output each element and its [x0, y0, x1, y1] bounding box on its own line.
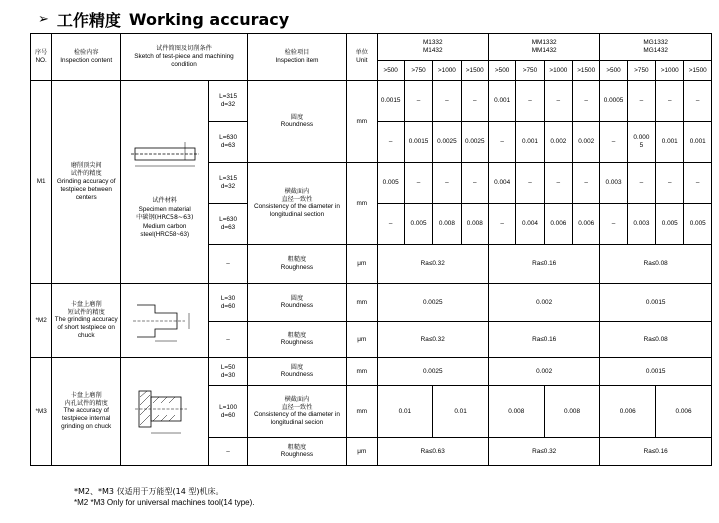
value-cell: –	[656, 163, 684, 204]
value-cell: 0.0015	[377, 81, 404, 122]
value-cell: –	[516, 81, 544, 122]
value-cell: 0.005	[377, 163, 404, 204]
value-cell: 0.005	[404, 204, 432, 245]
row-no: M1	[31, 81, 52, 284]
value-cell: 0.006	[656, 386, 712, 438]
value-cell: Ra≤0.16	[600, 438, 712, 466]
item-roughness: 粗糙度 Roughness	[247, 322, 346, 358]
header-group-mg: MG1332 MG1432	[600, 34, 712, 61]
value-cell: –	[684, 163, 712, 204]
size-cell: >750	[516, 61, 544, 81]
value-cell: –	[544, 81, 572, 122]
shaft-sketch-icon	[125, 124, 205, 194]
value-cell: 0.000 5	[627, 122, 655, 163]
value-cell: 0.0015	[404, 122, 432, 163]
value-cell: 0.008	[488, 386, 544, 438]
condition-cell: L=315 d=32	[209, 81, 248, 122]
value-cell: –	[627, 81, 655, 122]
value-cell: 0.006	[573, 204, 600, 245]
value-cell: 0.005	[656, 204, 684, 245]
condition-cell: L=30 d=60	[209, 284, 248, 322]
row-no: *M3	[31, 358, 52, 466]
condition-cell: –	[209, 322, 248, 358]
condition-cell: –	[209, 245, 248, 284]
value-cell: 0.0015	[600, 284, 712, 322]
header-unit: 单位 Unit	[347, 34, 377, 81]
value-cell: Ra≤0.08	[600, 245, 712, 284]
unit-cell: mm	[347, 358, 377, 386]
working-accuracy-table	[30, 33, 712, 466]
row-content: 卡盘上磨削 内孔试件的精度 The accuracy of testpiece internal grinding on chuck	[52, 358, 121, 466]
header-group-mm: MM1332 MM1432	[488, 34, 599, 61]
item-roundness: 圆度 Roundness	[247, 81, 346, 163]
value-cell: 0.001	[684, 122, 712, 163]
value-cell: 0.001	[656, 122, 684, 163]
size-cell: >750	[404, 61, 432, 81]
short-testpiece-sketch-icon	[125, 291, 205, 347]
size-cell: >1000	[433, 61, 461, 81]
value-cell: Ra≤0.63	[377, 438, 488, 466]
value-cell: –	[684, 81, 712, 122]
value-cell: –	[404, 81, 432, 122]
value-cell: 0.0025	[377, 284, 488, 322]
table-row	[31, 284, 712, 322]
value-cell: –	[461, 163, 488, 204]
unit-cell: mm	[347, 163, 377, 245]
sketch-cell: 试件材料 Specimen material 中碳钢(HRC58~63) Medium carbon steel(HRC58~63)	[121, 81, 209, 284]
size-cell: >750	[627, 61, 655, 81]
value-cell: –	[488, 204, 515, 245]
value-cell: 0.01	[433, 386, 489, 438]
value-cell: 0.0015	[600, 358, 712, 386]
size-cell: >1000	[544, 61, 572, 81]
value-cell: 0.006	[600, 386, 656, 438]
value-cell: Ra≤0.16	[488, 245, 599, 284]
footnote	[74, 487, 255, 509]
value-cell: –	[544, 163, 572, 204]
value-cell: 0.004	[488, 163, 515, 204]
value-cell: –	[433, 163, 461, 204]
value-cell: –	[377, 204, 404, 245]
size-cell: >500	[377, 61, 404, 81]
value-cell: –	[627, 163, 655, 204]
value-cell: –	[600, 122, 627, 163]
header-content: 检验内容 Inspection content	[52, 34, 121, 81]
condition-cell: L=100 d=60	[209, 386, 248, 438]
row-content: 磨削顶尖间 试件的精度 Grinding accuracy of testpiece between centers	[52, 81, 121, 284]
value-cell: 0.008	[461, 204, 488, 245]
value-cell: 0.001	[516, 122, 544, 163]
unit-cell: μm	[347, 438, 377, 466]
value-cell: –	[461, 81, 488, 122]
condition-cell: L=315 d=32	[209, 163, 248, 204]
value-cell: 0.002	[488, 284, 599, 322]
value-cell: 0.01	[377, 386, 433, 438]
item-roundness: 圆度 Roundness	[247, 284, 346, 322]
value-cell: 0.003	[627, 204, 655, 245]
value-cell: 0.008	[544, 386, 600, 438]
condition-cell: L=630 d=63	[209, 122, 248, 163]
arrow-bullet-icon: ➢	[38, 12, 49, 27]
unit-cell: μm	[347, 322, 377, 358]
sketch-cell	[121, 284, 209, 358]
value-cell: –	[656, 81, 684, 122]
unit-cell: mm	[347, 386, 377, 438]
item-roughness: 粗糙度 Roughness	[247, 245, 346, 284]
value-cell: –	[573, 81, 600, 122]
item-roundness: 圆度 Roundness	[247, 358, 346, 386]
value-cell: 0.008	[433, 204, 461, 245]
value-cell: –	[600, 204, 627, 245]
size-cell: >1500	[684, 61, 712, 81]
value-cell: –	[573, 163, 600, 204]
value-cell: –	[377, 122, 404, 163]
heading-zh: 工作精度	[56, 11, 121, 30]
sketch-cell	[121, 358, 209, 466]
value-cell: 0.003	[600, 163, 627, 204]
condition-cell: L=50 d=30	[209, 358, 248, 386]
footnote-zh: *M2、*M3 仅适用于万能型(14 型)机床。	[74, 487, 224, 496]
value-cell: Ra≤0.16	[488, 322, 599, 358]
condition-cell: L=630 d=63	[209, 204, 248, 245]
size-cell: >1000	[656, 61, 684, 81]
condition-cell: –	[209, 438, 248, 466]
size-cell: >1500	[461, 61, 488, 81]
value-cell: Ra≤0.32	[377, 245, 488, 284]
section-heading	[38, 8, 289, 31]
table-row	[31, 358, 712, 386]
header-sketch: 试件简图及切削条件 Sketch of test-piece and machining condition	[121, 34, 248, 81]
row-no: *M2	[31, 284, 52, 358]
size-cell: >500	[600, 61, 627, 81]
value-cell: 0.002	[544, 122, 572, 163]
item-consistency: 横截面内 直径一致性 Consistency of the diameter in longitudinal section	[247, 163, 346, 245]
unit-cell: mm	[347, 81, 377, 163]
value-cell: –	[433, 81, 461, 122]
value-cell: 0.004	[516, 204, 544, 245]
value-cell: –	[488, 122, 515, 163]
value-cell: Ra≤0.32	[377, 322, 488, 358]
value-cell: 0.002	[488, 358, 599, 386]
item-roughness: 粗糙度 Roughness	[247, 438, 346, 466]
value-cell: 0.001	[488, 81, 515, 122]
item-consistency: 横截面内 直径一致性 Consistency of the diameter in longitudinal secion	[247, 386, 346, 438]
value-cell: 0.0005	[600, 81, 627, 122]
header-group-m: M1332 M1432	[377, 34, 488, 61]
table-row	[31, 81, 712, 122]
heading-en: Working accuracy	[128, 10, 290, 29]
unit-cell: μm	[347, 245, 377, 284]
value-cell: 0.002	[573, 122, 600, 163]
row-content: 卡盘上磨削 短试件的精度 The grinding accuracy of short testpiece on chuck	[52, 284, 121, 358]
value-cell: 0.0025	[433, 122, 461, 163]
value-cell: Ra≤0.32	[488, 438, 599, 466]
value-cell: 0.005	[684, 204, 712, 245]
value-cell: 0.0025	[461, 122, 488, 163]
size-cell: >500	[488, 61, 515, 81]
header-row	[31, 34, 712, 61]
size-cell: >1500	[573, 61, 600, 81]
value-cell: 0.0025	[377, 358, 488, 386]
value-cell: Ra≤0.08	[600, 322, 712, 358]
footnote-en: *M2 *M3 Only for universal machines tool(14 type).	[74, 497, 255, 507]
header-item: 检验项目 Inspection item	[247, 34, 346, 81]
unit-cell: mm	[347, 284, 377, 322]
value-cell: –	[404, 163, 432, 204]
value-cell: 0.006	[544, 204, 572, 245]
value-cell: –	[516, 163, 544, 204]
header-no: 序号 NO.	[31, 34, 52, 81]
internal-bore-sketch-icon	[125, 375, 205, 445]
